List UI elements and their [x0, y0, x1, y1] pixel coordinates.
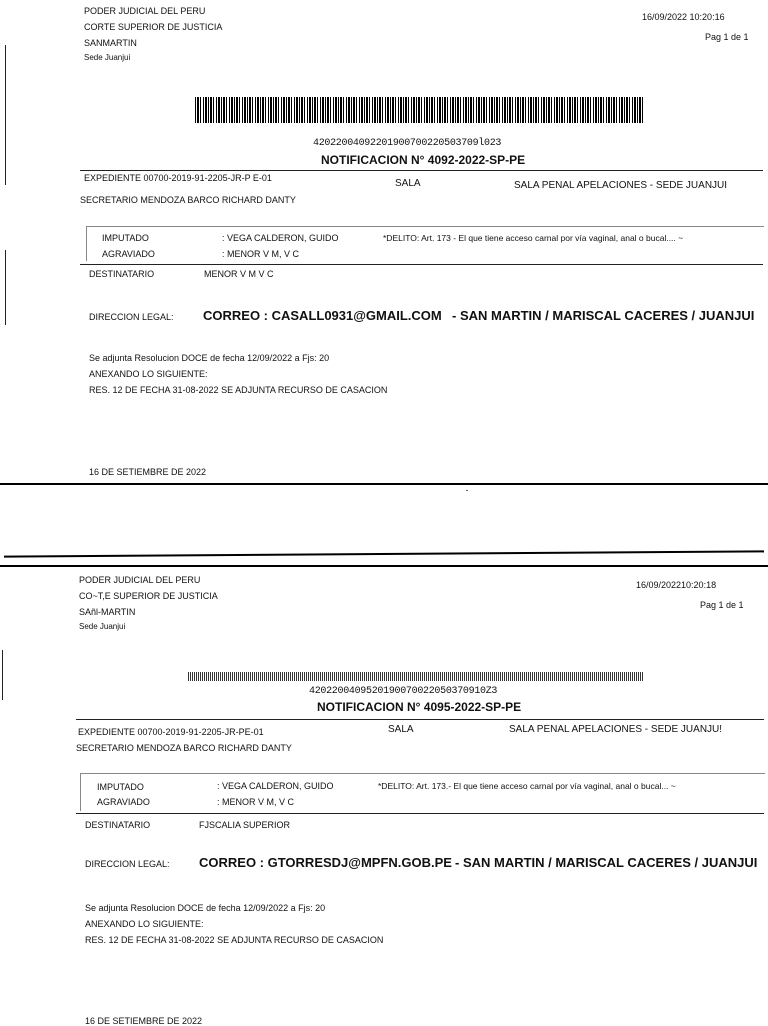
scan-edge-line [4, 550, 764, 557]
res-line: RES. 12 DE FECHA 31-08-2022 SE ADJUNTA RECURSO DE CASACION [85, 935, 384, 945]
institution-line: PODER JUDICIAL DEL PERU [84, 6, 206, 16]
delito: *DELITO: Art. 173.- El que tiene acceso carnal por vía vaginal, anal o bucal... ~ [378, 781, 676, 791]
imputado-value: : VEGA CALDERON, GUIDO [217, 781, 334, 791]
sala-value: SALA PENAL APELACIONES - SEDE JUANJU! [509, 724, 723, 735]
institution-line: CORTE SUPERIOR DE JUSTICIA [84, 22, 223, 32]
expediente: EXPEDIENTE 00700-2019-91-2205-JR-PE-01 [78, 727, 264, 737]
imputado-label: IMPUTADO [102, 233, 149, 243]
anexando: ANEXANDO LO SIGUIENTE: [89, 369, 208, 379]
imputado-label: IMPUTADO [97, 782, 144, 792]
agraviado-label: AGRAVIADO [102, 249, 155, 259]
agraviado-label: AGRAVIADO [97, 797, 150, 807]
destinatario-label: DESTINATARIO [85, 820, 151, 830]
institution-line: SANMARTIN [84, 38, 137, 48]
print-datetime: 16/09/202210:20:18 [636, 580, 717, 590]
adjunta: Se adjunta Resolucion DOCE de fecha 12/09/2022 a Fjs: 20 [85, 903, 326, 913]
parties-box [86, 226, 764, 261]
correo: CORREO : GTORRESDJ@MPFN.GOB.PE [199, 855, 452, 870]
institution-line: Sede Juanjui [79, 622, 126, 631]
agraviado-value: : MENOR V M, V C [222, 249, 300, 259]
barcode-number: 42022004092201900700220503709l023 [313, 138, 502, 149]
institution-line: SAñl-MARTIN [79, 607, 136, 617]
ubicacion: - SAN MARTIN / MARISCAL CACERES / JUANJUI [452, 308, 755, 323]
delito: *DELITO: Art. 173 - El que tiene acceso carnal por vía vaginal, anal o bucal.... ~ [383, 233, 684, 243]
sala-label: SALA [395, 178, 421, 189]
ubicacion: - SAN MARTIN / MARISCAL CACERES / JUANJUI [455, 855, 758, 870]
institution-line: Sede Juanjui [84, 53, 131, 62]
page-indicator: Pag 1 de 1 [700, 600, 744, 610]
scan-edge-line [2, 650, 3, 700]
secretario: SECRETARIO MENDOZA BARCO RICHARD DANTY [80, 195, 296, 205]
divider [76, 719, 764, 720]
sala-label: SALA [388, 724, 414, 735]
divider [80, 264, 763, 265]
expediente: EXPEDIENTE 00700-2019-91-2205-JR-P E-01 [84, 173, 272, 183]
notice-title: NOTIFICACION N° 4092-2022-SP-PE [321, 153, 526, 167]
correo: CORREO : CASALL0931@GMAIL.COM [203, 308, 442, 323]
page-indicator: Pag 1 de 1 [705, 32, 749, 42]
scan-edge-line [5, 250, 6, 325]
institution-line: PODER JUDICIAL DEL PERU [79, 575, 201, 585]
scan-gap [0, 483, 768, 567]
barcode [188, 672, 643, 681]
divider [80, 170, 763, 171]
destinatario-value: MENOR V M V C [204, 269, 274, 279]
notice-title: NOTIFICACION N° 4095-2022-SP-PE [317, 700, 522, 714]
scan-edge-line [5, 45, 6, 185]
direccion-label: DIRECCION LEGAL: [85, 859, 170, 869]
agraviado-value: : MENOR V M, V C [217, 797, 295, 807]
destinatario-label: DESTINATARIO [89, 269, 155, 279]
barcode-number: 4202200409520190070022050370910Z3 [309, 686, 498, 697]
destinatario-value: FJSCALIA SUPERIOR [199, 820, 291, 830]
fecha: 16 DE SETIEMBRE DE 2022 [89, 467, 207, 477]
adjunta: Se adjunta Resolucion DOCE de fecha 12/09/2022 a Fjs: 20 [89, 353, 330, 363]
res-line: RES. 12 DE FECHA 31-08-2022 SE ADJUNTA RECURSO DE CASACION [89, 385, 388, 395]
divider [76, 813, 764, 814]
parties-box [80, 773, 765, 811]
scan-speck [466, 490, 468, 491]
print-datetime: 16/09/2022 10:20:16 [642, 12, 725, 22]
imputado-value: : VEGA CALDERON, GUIDO [222, 233, 339, 243]
direccion-label: DIRECCION LEGAL: [89, 312, 174, 322]
barcode [195, 97, 645, 123]
sala-value: SALA PENAL APELACIONES - SEDE JUANJUI [514, 180, 728, 191]
secretario: SECRETARIO MENDOZA BARCO RICHARD DANTY [76, 743, 292, 753]
fecha: 16 DE SETIEMBRE DE 2022 [85, 1016, 203, 1026]
anexando: ANEXANDO LO SIGUIENTE: [85, 919, 204, 929]
institution-line: CO~T,E SUPERIOR DE JUSTICIA [79, 591, 218, 601]
